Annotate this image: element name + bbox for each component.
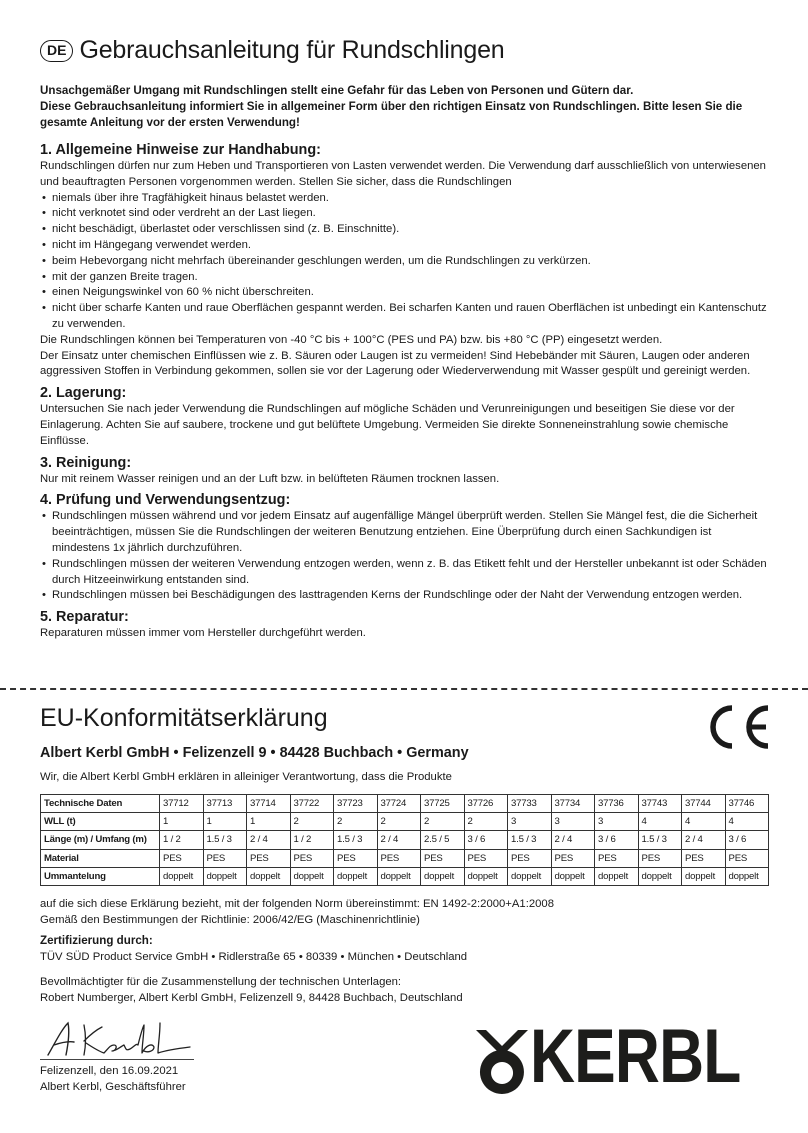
table-cell: doppelt	[638, 867, 682, 885]
language-badge: DE	[40, 40, 73, 62]
list-item: • niemals über ihre Tragfähigkeit hinaus belastet werden.	[40, 191, 768, 207]
list-item: • nicht verknotet sind oder verdreht an der Last liegen.	[40, 206, 768, 222]
section-3-text: Nur mit reinem Wasser reinigen und an der Luft bzw. in belüfteten Räumen trocknen lassen.	[40, 472, 500, 485]
table-cell: 2 / 4	[682, 831, 726, 849]
table-cell: 37746	[725, 795, 769, 813]
table-cell: PES	[421, 849, 465, 867]
cut-line-divider	[0, 688, 808, 690]
table-cell: PES	[638, 849, 682, 867]
table-cell: PES	[247, 849, 291, 867]
table-cell: doppelt	[290, 867, 334, 885]
table-cell: 37736	[595, 795, 639, 813]
table-cell: doppelt	[595, 867, 639, 885]
table-cell: 4	[682, 813, 726, 831]
table-cell: 1	[203, 813, 247, 831]
list-item: • Rundschlingen müssen während und vor jedem Einsatz auf augenfällige Mängel überprüft werden. Stellen Sie Mängel fest, die die Sicherheit beeinträchtigen, müssen Sie die Rundschlingen der weiteren Benutzung entziehen. Eine Überprüfung durch einen Sachkundigen ist mindestens 1x jährlich durchzuführen.	[40, 509, 768, 556]
table-cell: PES	[334, 849, 378, 867]
section-3-title: 3. Reinigung:	[40, 454, 132, 471]
table-cell: 2 / 4	[551, 831, 595, 849]
table-cell: PES	[160, 849, 204, 867]
section-2-text: Untersuchen Sie nach jeder Verwendung die Rundschlingen auf mögliche Schäden und Verunreinigungen und beseitigen Sie diese vor der Einlagerung. Achten Sie auf saubere, trockene und gut belüftete Umgebung. Vermeiden Sie direkte Sonneneinstrahlung sowie chemische Einflüsse.	[40, 403, 735, 447]
table-cell: doppelt	[421, 867, 465, 885]
table-cell: 3	[595, 813, 639, 831]
declaration-statement: Wir, die Albert Kerbl GmbH erklären in alleiniger Verantwortung, dass die Produkte	[40, 771, 452, 783]
certification-body: TÜV SÜD Product Service GmbH • Ridlerstraße 65 • 80339 • München • Deutschland	[40, 951, 468, 963]
list-item: • nicht im Hängegang verwendet werden.	[40, 238, 768, 254]
table-cell: doppelt	[377, 867, 421, 885]
section-2-title: 2. Lagerung:	[40, 385, 127, 402]
table-row-label: Material	[41, 849, 160, 867]
table-row	[41, 795, 769, 813]
intro-line-1: Unsachgemäßer Umgang mit Rundschlingen stellt eine Gefahr für das Leben von Personen und Gütern dar.	[40, 84, 634, 97]
list-item: • nicht über scharfe Kanten und raue Oberflächen gespannt werden. Bei scharfen Kanten und rauen Oberflächen ist unbedingt ein Kantenschutz zu verwenden.	[40, 301, 768, 333]
title-row	[40, 36, 504, 65]
section-5-text: Reparaturen müssen immer vom Hersteller durchgeführt werden.	[40, 627, 366, 640]
table-cell: 2	[377, 813, 421, 831]
ce-mark-icon	[702, 702, 772, 752]
table-cell: 37723	[334, 795, 378, 813]
section-4-bullets	[40, 509, 768, 604]
table-cell: PES	[682, 849, 726, 867]
declaration-title: EU-Konformitätserklärung	[40, 704, 328, 732]
table-cell: 2	[464, 813, 508, 831]
table-cell: 4	[725, 813, 769, 831]
table-cell: 37726	[464, 795, 508, 813]
section-4-title: 4. Prüfung und Verwendungsentzug:	[40, 492, 291, 509]
table-cell: PES	[595, 849, 639, 867]
section-1-chemicals: Der Einsatz unter chemischen Einflüssen wie z. B. Säuren oder Laugen ist zu vermeiden! Sind Hebebänder mit Säuren, Laugen oder anderen aggressiven Stoffen in Verbindung gekommen, sollen sie vor der Lagerung oder Wiederverwendung mit Wasser gespült und gereinigt werden.	[40, 349, 751, 378]
table-cell: 37713	[203, 795, 247, 813]
list-item: • Rundschlingen müssen der weiteren Verwendung entzogen werden, wenn z. B. das Etikett fehlt und der Hersteller unbekannt ist oder Schäden durch Hitzeeinwirkung entstanden sind.	[40, 557, 768, 589]
table-row	[41, 849, 769, 867]
table-cell: doppelt	[334, 867, 378, 885]
table-cell: 2.5 / 5	[421, 831, 465, 849]
authorised-label: Bevollmächtigter für die Zusammenstellung der technischen Unterlagen:	[40, 976, 402, 988]
table-cell: 1.5 / 3	[203, 831, 247, 849]
table-cell: 37724	[377, 795, 421, 813]
list-item: • einen Neigungswinkel von 60 % nicht überschreiten.	[40, 285, 768, 301]
place-date: Felizenzell, den 16.09.2021	[40, 1065, 179, 1077]
table-cell: doppelt	[203, 867, 247, 885]
table-cell: 37743	[638, 795, 682, 813]
table-cell: 37722	[290, 795, 334, 813]
product-spec-table	[40, 794, 769, 886]
table-cell: PES	[725, 849, 769, 867]
section-1-text: Rundschlingen dürfen nur zum Heben und Transportieren von Lasten verwendet werden. Die Verwendung darf ausschließlich von unterwiesenen und beauftragten Personen vorgenommen werden. Stellen Sie sicher, dass die Rundschlingen	[40, 160, 766, 188]
table-cell: PES	[290, 849, 334, 867]
table-cell: 2	[421, 813, 465, 831]
table-cell: doppelt	[160, 867, 204, 885]
section-1-title: 1. Allgemeine Hinweise zur Handhabung:	[40, 142, 321, 158]
list-item: • beim Hebevorgang nicht mehrfach übereinander geschlungen werden, um die Rundschlingen zu verkürzen.	[40, 254, 768, 270]
page-title: Gebrauchsanleitung für Rundschlingen	[79, 36, 505, 64]
certification-title: Zertifizierung durch:	[40, 934, 153, 947]
table-cell: 1.5 / 3	[334, 831, 378, 849]
table-cell: doppelt	[682, 867, 726, 885]
table-row-label: Länge (m) / Umfang (m)	[41, 831, 160, 849]
table-cell: 37725	[421, 795, 465, 813]
table-cell: 1.5 / 3	[508, 831, 552, 849]
table-cell: 37734	[551, 795, 595, 813]
table-cell: 1 / 2	[160, 831, 204, 849]
authorised-representative	[40, 974, 463, 1006]
table-cell: 37712	[160, 795, 204, 813]
table-row-label: Ummantelung	[41, 867, 160, 885]
intro-line-2: Diese Gebrauchsanleitung informiert Sie in allgemeiner Form über den richtigen Einsatz von Rundschlingen. Bitte lesen Sie die gesamte Anleitung vor der ersten Verwendung!	[40, 100, 743, 129]
norm-line: auf die sich diese Erklärung bezieht, mit der folgenden Norm übereinstimmt: EN 1492-2:2000+A1:2008	[40, 898, 554, 910]
table-cell: 3 / 6	[725, 831, 769, 849]
table-row	[41, 867, 769, 885]
table-cell: 2 / 4	[247, 831, 291, 849]
table-cell: 2	[290, 813, 334, 831]
norm-statement	[40, 896, 554, 928]
table-cell: doppelt	[464, 867, 508, 885]
table-row-label: WLL (t)	[41, 813, 160, 831]
table-cell: PES	[377, 849, 421, 867]
signature-block	[40, 1063, 186, 1095]
table-cell: 4	[638, 813, 682, 831]
table-cell: doppelt	[551, 867, 595, 885]
table-cell: 2	[334, 813, 378, 831]
table-cell: PES	[203, 849, 247, 867]
table-row	[41, 831, 769, 849]
table-row-label: Technische Daten	[41, 795, 160, 813]
table-cell: 3	[508, 813, 552, 831]
section-5-title: 5. Reparatur:	[40, 609, 129, 626]
table-cell: 37744	[682, 795, 726, 813]
list-item: • Rundschlingen müssen bei Beschädigungen des lasttragenden Kerns der Rundschlinge oder der Naht der Verwendung entzogen werden.	[40, 588, 768, 604]
signature-line	[40, 1059, 194, 1060]
authorised-person: Robert Numberger, Albert Kerbl GmbH, Felizenzell 9, 84428 Buchbach, Deutschland	[40, 992, 463, 1004]
table-cell: 2 / 4	[377, 831, 421, 849]
intro-warning	[40, 83, 770, 131]
table-cell: 3 / 6	[464, 831, 508, 849]
table-cell: PES	[508, 849, 552, 867]
table-cell: 1	[160, 813, 204, 831]
table-cell: PES	[464, 849, 508, 867]
company-address: Albert Kerbl GmbH • Felizenzell 9 • 84428 Buchbach • Germany	[40, 745, 469, 761]
table-cell: 3 / 6	[595, 831, 639, 849]
table-cell: 1 / 2	[290, 831, 334, 849]
section-1-bullets	[40, 191, 768, 333]
table-cell: 37714	[247, 795, 291, 813]
directive-line: Gemäß den Bestimmungen der Richtlinie: 2006/42/EG (Maschinenrichtlinie)	[40, 914, 420, 926]
table-cell: doppelt	[725, 867, 769, 885]
section-1-temperature: Die Rundschlingen können bei Temperaturen von -40 °C bis + 100°C (PES und PA) bzw. bis +80 °C (PP) eingesetzt werden.	[40, 333, 663, 346]
table-cell: PES	[551, 849, 595, 867]
instructions-body	[40, 137, 768, 642]
handwritten-signature	[44, 1015, 194, 1061]
list-item: • mit der ganzen Breite tragen.	[40, 270, 768, 286]
table-cell: doppelt	[508, 867, 552, 885]
table-cell: doppelt	[247, 867, 291, 885]
kerbl-logo-text: KERBL	[530, 1014, 741, 1099]
table-cell: 1	[247, 813, 291, 831]
table-row	[41, 813, 769, 831]
table-cell: 3	[551, 813, 595, 831]
list-item: • nicht beschädigt, überlastet oder verschlissen sind (z. B. Einschnitte).	[40, 222, 768, 238]
signer-name: Albert Kerbl, Geschäftsführer	[40, 1081, 186, 1093]
table-cell: 1.5 / 3	[638, 831, 682, 849]
table-cell: 37733	[508, 795, 552, 813]
